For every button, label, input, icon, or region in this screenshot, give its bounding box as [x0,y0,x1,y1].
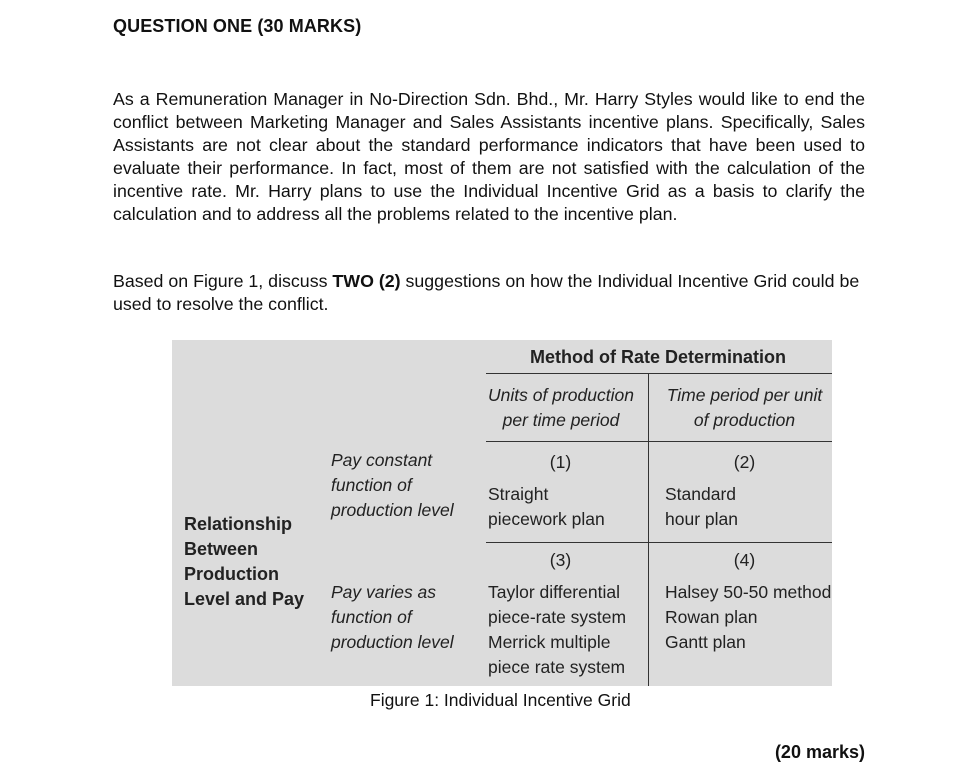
incentive-grid-figure [172,340,832,686]
cell-4-number: (4) [733,550,756,570]
cell-3-number: (3) [549,550,572,570]
grid-title-rule [486,373,832,374]
column-header-time: Time period per unit of production [666,385,823,430]
column-header-units: Units of production per time period [488,385,634,430]
marks-label: (20 marks) [774,742,865,762]
figure-caption: Figure 1: Individual Incentive Grid [370,690,631,710]
task-text-after: suggestions on how the Individual Incentive Grid could be used to resolve the conflict. [113,271,860,314]
cell-1-plans: Straight piecework plan [488,484,605,529]
row-label-pay-varies: Pay varies as function of production level [331,582,454,652]
question-heading: QUESTION ONE (30 MARKS) [113,16,362,36]
cell-2-number: (2) [733,452,756,472]
cell-1-number: (1) [549,452,572,472]
task-emphasis: TWO (2) [332,271,401,291]
row-divider [486,542,832,543]
cell-4-plans: Halsey 50-50 method Rowan plan Gantt plan [665,582,832,652]
cell-3-plans: Taylor differential piece-rate system Merrick multiple piece rate system [488,582,627,677]
row-header-relationship: Relationship Between Production Level and Pay [184,514,305,609]
column-divider [648,373,649,686]
task-text-before: Based on Figure 1, discuss [113,271,333,291]
question-paragraph: As a Remuneration Manager in No-Direction Sdn. Bhd., Mr. Harry Styles would like to end the conflict between Marketing Manager and Sales Assistants incentive plans. Specifically, Sales Assistants are not clear about the standard performance indicators that have been used to evaluate their performance. In fact, most of them are not satisfied with the calculation of the incentive rate. Mr. Harry plans to use the Individual Incentive Grid as a basis to clarify the calculation and to address all the problems related to the incentive plan. [113,89,865,224]
grid-title: Method of Rate Determination [530,347,787,367]
header-rule [486,441,832,442]
row-label-pay-constant: Pay constant function of production level [331,450,454,520]
cell-2-plans: Standard hour plan [665,484,738,529]
question-task [113,270,865,316]
